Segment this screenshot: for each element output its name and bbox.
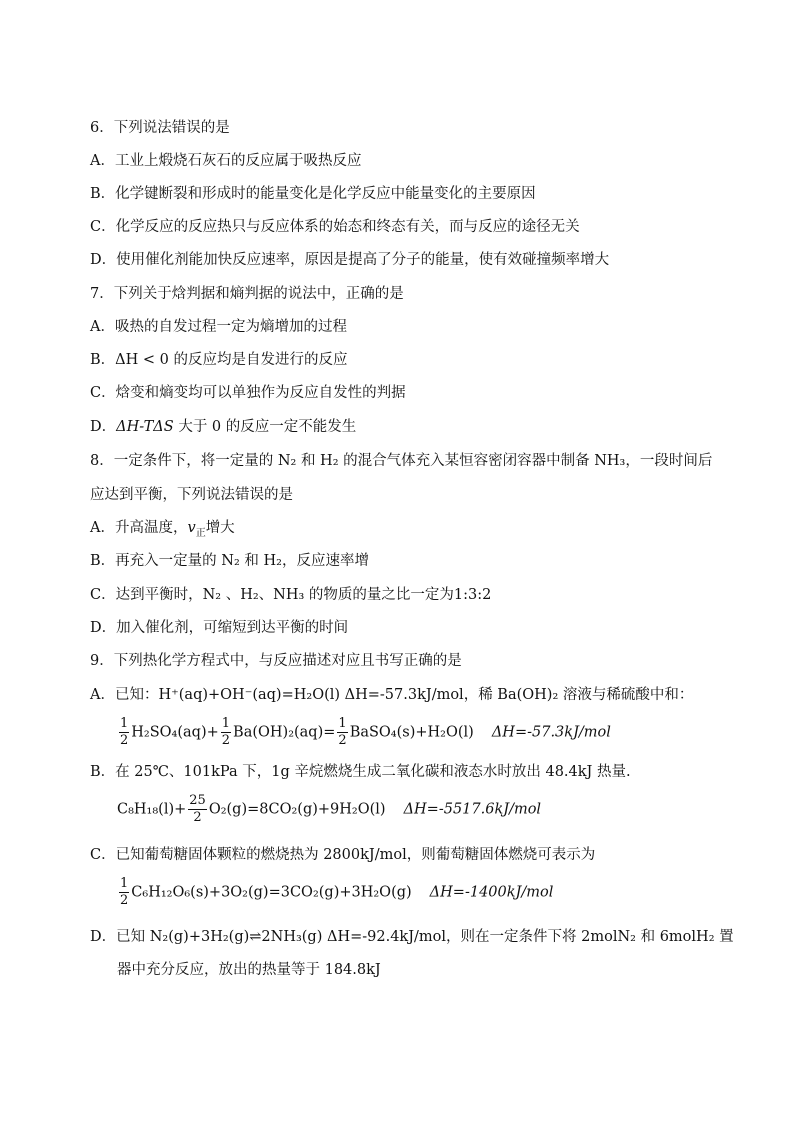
q6-option-b: B．化学键断裂和形成时的能量变化是化学反应中能量变化的主要原因	[90, 186, 536, 202]
q8-option-b: B．再充入一定量的 N₂ 和 H₂，反应速率增	[90, 553, 369, 569]
q7-stem: 7．下列关于焓判据和熵判据的说法中，正确的是	[90, 286, 404, 302]
q9-a-equation: $\frac{1}{2}$ H₂SO₄(aq)+ $\frac{1}{2}$ Ba(OH)₂(aq)= $\frac{1}{2}$ BaSO₄(s)+H₂O(l) ΔH=-57.3kJ/mol	[120, 716, 611, 748]
q9-c-equation: $\frac{1}{2}$ C₆H₁₂O₆(s)+3O₂(g)=3CO₂(g)+3H₂O(g) ΔH=-1400kJ/mol	[120, 876, 554, 908]
q8-stem-line2: 应达到平衡，下列说法错误的是	[90, 487, 293, 503]
q8-a-text: 增大	[205, 520, 235, 536]
q9-c-frac: $\frac{1}{2}$	[120, 876, 129, 908]
q9-b-equation: C₈H₁₈(l)+ $\frac{25}{2}$ O₂(g)=8CO₂(g)+9H₂O(l) ΔH=-5517.6kJ/mol	[117, 793, 542, 825]
q8-a-v: v	[187, 520, 196, 536]
q6-stem: 6．下列说法错误的是	[90, 120, 230, 136]
q7-option-a: A．吸热的自发过程一定为熵增加的过程	[90, 319, 347, 335]
q8-option-a	[90, 518, 235, 544]
q7-option-d	[90, 417, 356, 437]
q9-c-dh: ΔH=-1400kJ/mol	[429, 884, 554, 901]
q9-a-frac2: $\frac{1}{2}$	[221, 716, 231, 748]
q9-stem: 9．下列热化学方程式中，与反应描述对应且书写正确的是	[90, 653, 462, 669]
q6-option-c: C．化学反应的反应热只与反应体系的始态和终态有关，而与反应的途径无关	[90, 219, 580, 235]
q9-a-frac1: $\frac{1}{2}$	[120, 716, 129, 748]
q9-option-d-line2: 器中充分反应，放出的热量等于 184.8kJ	[117, 962, 381, 978]
q9-option-b: B．在 25℃、101kPa 下，1g 辛烷燃烧生成二氧化碳和液态水时放出 48.4kJ 热量.	[90, 764, 631, 780]
q8-option-c: C．达到平衡时，N₂ 、H₂、NH₃ 的物质的量之比一定为1:3:2	[90, 587, 492, 603]
q9-a-dh: ΔH=-57.3kJ/mol	[491, 724, 611, 741]
q9-a-frac3: $\frac{1}{2}$	[338, 716, 347, 748]
q7-option-c: C．焓变和熵变均可以单独作为反应自发性的判据	[90, 385, 406, 401]
q7-d-formula: ΔH-TΔS	[116, 419, 174, 435]
q9-option-c: C．已知葡萄糖固体颗粒的燃烧热为 2800kJ/mol，则葡萄糖固体燃烧可表示为	[90, 847, 596, 863]
q7-d-label: D．	[90, 419, 117, 435]
q9-option-a: A．已知：H⁺(aq)+OH⁻(aq)=H₂O(l) ΔH=-57.3kJ/mol，稀 Ba(OH)₂ 溶液与稀硫酸中和：	[90, 687, 694, 703]
q6-option-d: D．使用催化剂能加快反应速率，原因是提高了分子的能量，使有效碰撞频率增大	[90, 252, 610, 268]
q9-option-d-line1: D．已知 N₂(g)+3H₂(g)⇌2NH₃(g) ΔH=-92.4kJ/mol，则在一定条件下将 2molN₂ 和 6molH₂ 置	[90, 929, 734, 945]
q6-option-a: A．工业上煅烧石灰石的反应属于吸热反应	[90, 153, 362, 169]
q7-option-b: B．ΔH < 0 的反应均是自发进行的反应	[90, 352, 348, 368]
q9-b-dh: ΔH=-5517.6kJ/mol	[403, 801, 542, 818]
q8-a-sub: 正	[195, 527, 206, 539]
q9-b-frac: $\frac{25}{2}$	[189, 793, 206, 825]
q7-d-text: 大于 0 的反应一定不能发生	[173, 419, 357, 435]
q8-a-label: A．升高温度，	[90, 520, 188, 536]
q8-stem-line1: 8．一定条件下，将一定量的 N₂ 和 H₂ 的混合气体充入某恒容密闭容器中制备 NH₃，一段时间后	[90, 453, 713, 469]
q8-option-d: D．加入催化剂，可缩短到达平衡的时间	[90, 620, 349, 636]
